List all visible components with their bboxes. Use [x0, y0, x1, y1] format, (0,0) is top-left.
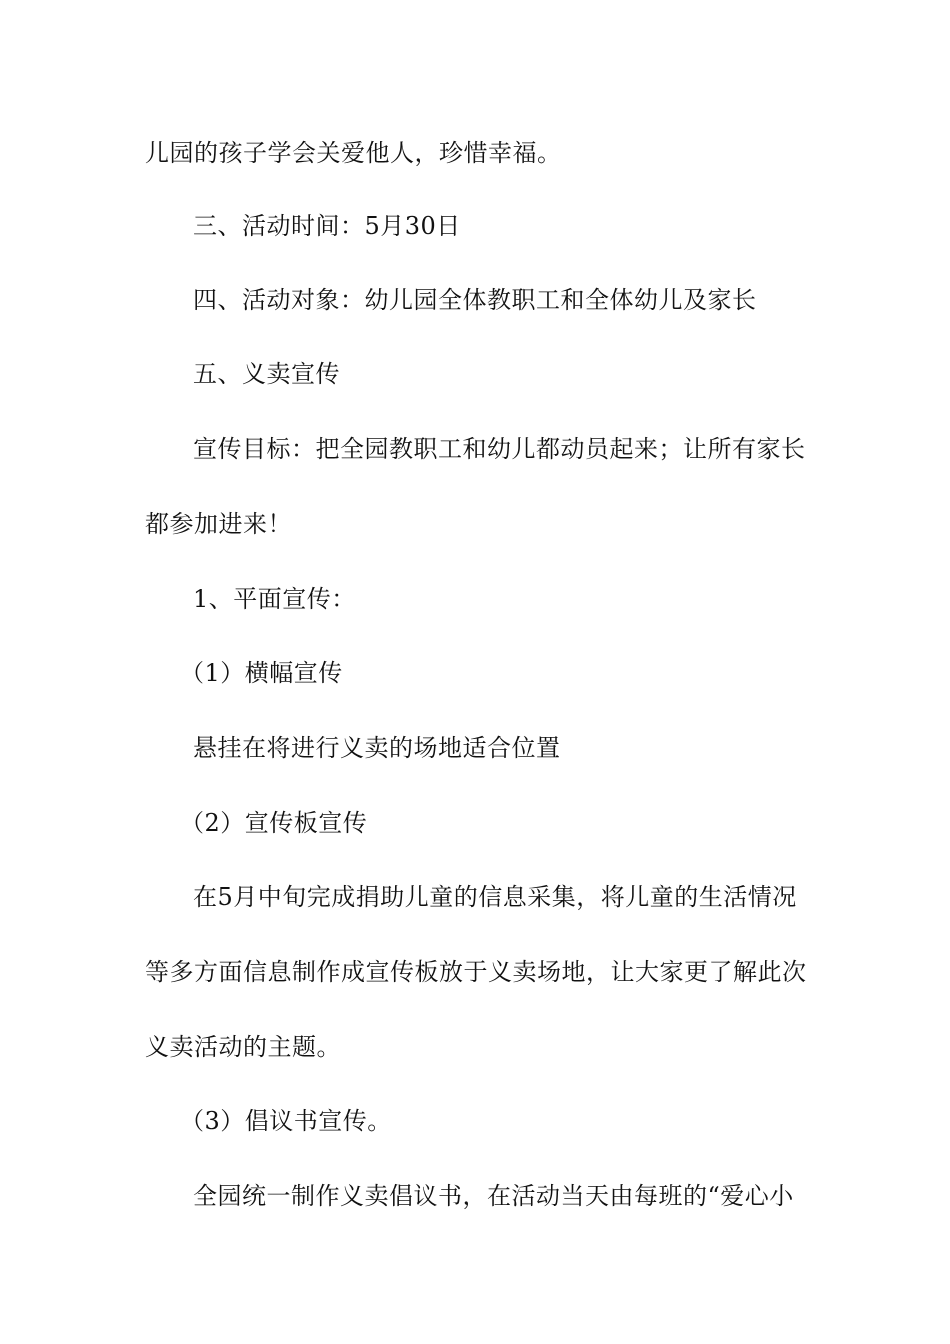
proposal-description-line-1: 全园统一制作义卖倡议书，在活动当天由每班的“爱心小 — [193, 1182, 794, 1210]
paragraph-continuation: 儿园的孩子学会关爱他人，珍惜幸福。 — [145, 139, 562, 167]
board-description-line-2: 等多方面信息制作成宣传板放于义卖场地，让大家更了解此次 — [145, 958, 807, 986]
subsection-print-promotion: 1、平面宣传： — [193, 585, 356, 613]
section-activity-time: 三、活动时间：5月30日 — [193, 212, 461, 240]
item-proposal-promotion: （3）倡议书宣传。 — [180, 1107, 392, 1135]
promotion-goal-line-2: 都参加进来！ — [145, 510, 292, 538]
banner-description: 悬挂在将进行义卖的场地适合位置 — [193, 734, 561, 762]
item-board-promotion: （2）宣传板宣传 — [180, 809, 368, 837]
board-description-line-3: 义卖活动的主题。 — [145, 1033, 341, 1061]
section-heading-promotion: 五、义卖宣传 — [193, 360, 340, 388]
promotion-goal-line-1: 宣传目标：把全园教职工和幼儿都动员起来；让所有家长 — [193, 435, 806, 463]
item-banner-promotion: （1）横幅宣传 — [180, 659, 343, 687]
section-activity-target: 四、活动对象：幼儿园全体教职工和全体幼儿及家长 — [193, 286, 757, 314]
board-description-line-1: 在5月中旬完成捐助儿童的信息采集，将儿童的生活情况 — [193, 883, 797, 911]
